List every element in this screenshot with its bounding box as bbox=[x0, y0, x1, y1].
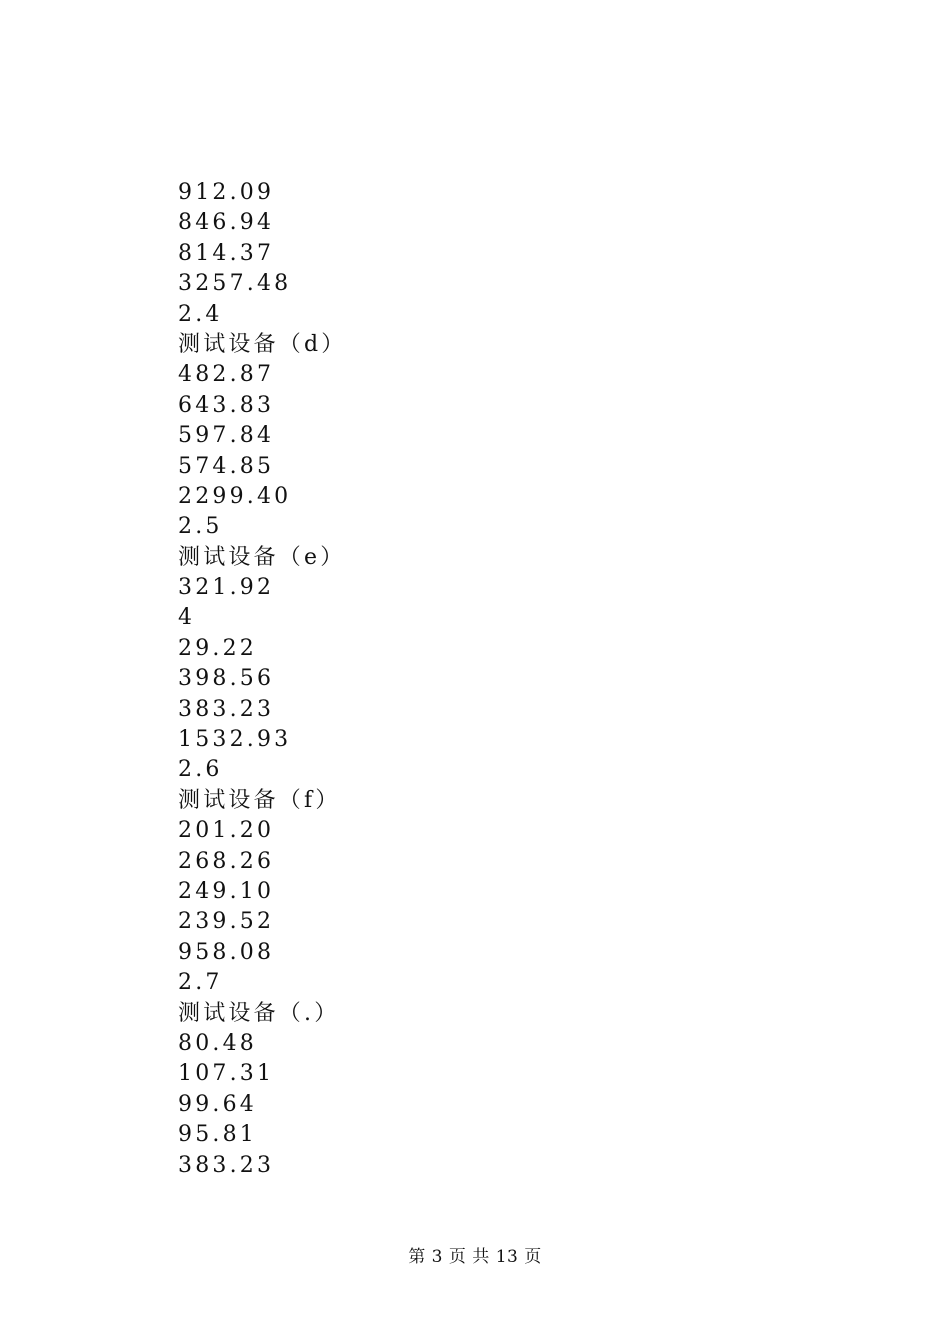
value-line: 846.94 bbox=[178, 210, 275, 236]
value-line: 107.31 bbox=[178, 1061, 275, 1087]
section-heading: 测试设备（d） bbox=[178, 331, 347, 357]
value-line: 239.52 bbox=[178, 909, 275, 935]
value-line: 482.87 bbox=[178, 362, 275, 388]
value-line: 2.4 bbox=[178, 301, 223, 327]
document-body bbox=[178, 178, 778, 1181]
value-line: 95.81 bbox=[178, 1122, 257, 1148]
value-line: 4 bbox=[178, 605, 196, 631]
value-line: 643.83 bbox=[178, 392, 275, 418]
value-line: 249.10 bbox=[178, 878, 275, 904]
value-line: 3257.48 bbox=[178, 271, 292, 297]
value-line: 29.22 bbox=[178, 635, 257, 661]
value-line: 2.7 bbox=[178, 970, 223, 996]
value-line: 80.48 bbox=[178, 1030, 257, 1056]
value-line: 597.84 bbox=[178, 423, 275, 449]
value-line: 383.23 bbox=[178, 1152, 275, 1178]
section-heading: 测试设备（e） bbox=[178, 544, 346, 570]
section-heading: 测试设备（f） bbox=[178, 787, 341, 813]
value-line: 2.6 bbox=[178, 757, 223, 783]
value-line: 201.20 bbox=[178, 818, 275, 844]
value-line: 321.92 bbox=[178, 575, 275, 601]
page-number-footer: 第 3 页 共 13 页 bbox=[408, 1247, 542, 1267]
section-heading: 测试设备（.） bbox=[178, 1000, 340, 1026]
value-line: 398.56 bbox=[178, 666, 275, 692]
value-line: 958.08 bbox=[178, 939, 275, 965]
value-line: 99.64 bbox=[178, 1091, 257, 1117]
value-line: 912.09 bbox=[178, 180, 275, 205]
value-line: 2.5 bbox=[178, 514, 223, 540]
value-line: 2299.40 bbox=[178, 483, 292, 509]
value-line: 574.85 bbox=[178, 453, 275, 479]
value-line: 268.26 bbox=[178, 848, 275, 874]
value-line: 814.37 bbox=[178, 240, 275, 266]
value-line: 383.23 bbox=[178, 696, 275, 722]
value-line: 1532.93 bbox=[178, 727, 292, 753]
